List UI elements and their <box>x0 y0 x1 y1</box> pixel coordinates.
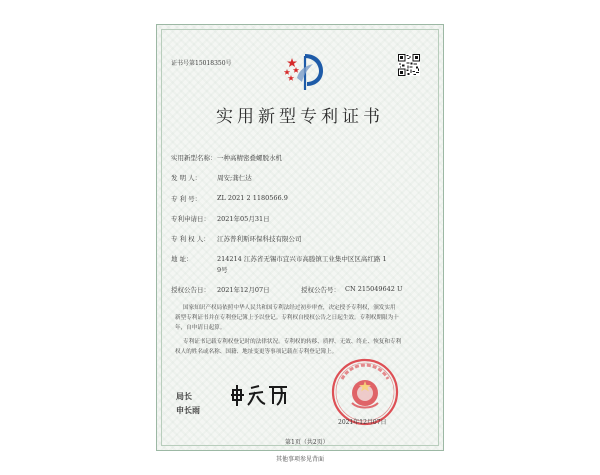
paragraph-line-1: 国家知识产权局依照中华人民共和国专利法经过初步审查，决定授予专利权，颁发实用 <box>183 305 396 311</box>
paragraph-line-5: 权人的姓名或名称、国籍、地址变更等事项记载在专利登记簿上。 <box>175 349 338 355</box>
address-label: 地 址： <box>171 255 193 263</box>
bottom-note: 其他事项参见背面 <box>275 456 324 463</box>
publication-number-label: 授权公告号： <box>301 286 340 294</box>
application-date-label: 专利申请日： <box>171 215 210 223</box>
qr-code <box>398 54 420 76</box>
grant-date-label: 授权公告日： <box>171 286 210 294</box>
director-title: 局长 <box>176 392 192 401</box>
utility-model-name-value: 一种高精密叠螺脱水机 <box>217 154 282 162</box>
grant-date-value: 2021年12月07日 <box>217 286 270 294</box>
utility-model-name-label: 实用新型名称： <box>171 154 217 162</box>
address-line-2: 9号 <box>217 266 228 274</box>
paragraph-line-3: 年，自申请日起算。 <box>175 325 226 331</box>
publication-number-value: CN 215049642 U <box>345 285 403 293</box>
paragraph-line-4: 专利证书记载专利权登记时的法律状况。专利权的转移、质押、无效、终止、恢复和专利 <box>183 339 402 345</box>
certificate-title: 实用新型专利证书 <box>216 107 384 127</box>
certificate-number: 证书号第15018350号 <box>171 60 232 67</box>
inventor-label: 发 明 人： <box>171 174 202 182</box>
patent-number-value: ZL 2021 2 1180566.9 <box>217 194 288 202</box>
patentee-value: 江苏普利斯环保科技有限公司 <box>217 235 302 243</box>
paragraph-line-2: 新型专利证书并在专利登记簿上予以登记。专利权自授权公告之日起生效。专利权期限为十 <box>175 315 399 321</box>
seal-date: 2021年12月07日 <box>338 419 387 426</box>
director-signature <box>229 382 289 408</box>
patentee-label: 专 利 权 人： <box>171 235 210 243</box>
patent-number-label: 专 利 号： <box>171 195 202 203</box>
page-indicator: 第1页（共2页） <box>285 439 329 446</box>
patent-office-logo <box>283 52 325 92</box>
director-name: 申长雨 <box>176 406 200 415</box>
inventor-value: 周安;龚仁达 <box>217 174 252 182</box>
address-line-1: 214214 江苏省无锡市宜兴市高塍镇工业集中区区高红路 1 <box>217 255 387 263</box>
application-date-value: 2021年05月31日 <box>217 215 270 223</box>
